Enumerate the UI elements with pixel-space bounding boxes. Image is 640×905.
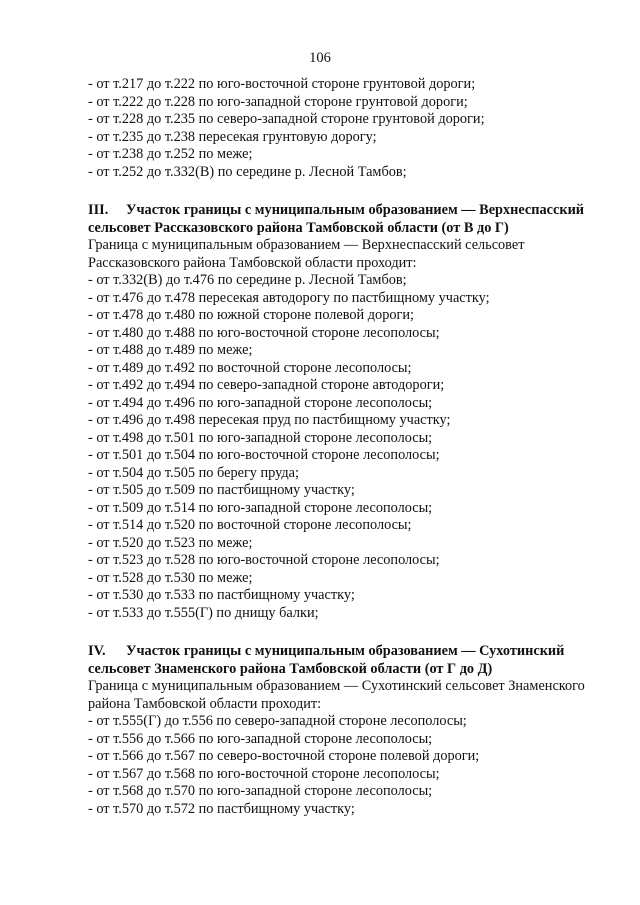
list-item: - от т.478 до т.480 по южной стороне полевой дороги; bbox=[88, 307, 414, 323]
list-item: - от т.496 до т.498 пересекая пруд по пастбищному участку; bbox=[88, 412, 451, 428]
section-3-intro: Граница с муниципальным образованием — Верхнеспасский сельсовет Рассказовского района Тамбовской области проходит: bbox=[88, 237, 525, 271]
list-item: - от т.217 до т.222 по юго-восточной стороне грунтовой дороги; bbox=[88, 76, 476, 92]
list-item: - от т.555(Г) до т.556 по северо-западной стороне лесополосы; bbox=[88, 713, 467, 729]
list-item: - от т.505 до т.509 по пастбищному участку; bbox=[88, 482, 355, 498]
page-number: 106 bbox=[309, 50, 331, 66]
list-item: - от т.556 до т.566 по юго-западной стороне лесополосы; bbox=[88, 730, 433, 747]
list-item: - от т.228 до т.235 по северо-западной стороне грунтовой дороги; bbox=[88, 111, 485, 127]
list-item: - от т.523 до т.528 по юго-восточной стороне лесополосы; bbox=[88, 552, 440, 568]
section-4-heading bbox=[88, 643, 608, 678]
top-boundary-list bbox=[88, 76, 608, 181]
list-item: - от т.567 до т.568 по юго-восточной стороне лесополосы; bbox=[88, 765, 440, 782]
section-3-heading bbox=[88, 202, 608, 237]
list-item: - от т.533 до т.555(Г) по днищу балки; bbox=[88, 604, 319, 621]
list-item: - от т.222 до т.228 по юго-западной стороне грунтовой дороги; bbox=[88, 93, 468, 110]
list-item: - от т.509 до т.514 по юго-западной стороне лесополосы; bbox=[88, 499, 433, 516]
section-3 bbox=[88, 202, 608, 622]
list-item: - от т.501 до т.504 по юго-восточной стороне лесополосы; bbox=[88, 447, 440, 463]
list-item: - от т.494 до т.496 по юго-западной стороне лесополосы; bbox=[88, 394, 433, 411]
section-3-number: III. bbox=[88, 202, 109, 218]
section-4-number: IV. bbox=[88, 643, 106, 659]
section-4-title: Участок границы с муниципальным образованием — Сухотинский сельсовет Знаменского района Тамбовской области (от Г до Д) bbox=[88, 643, 565, 677]
list-item: - от т.492 до т.494 по северо-западной стороне автодороги; bbox=[88, 377, 445, 393]
list-item: - от т.480 до т.488 по юго-восточной стороне лесополосы; bbox=[88, 324, 440, 341]
list-item: - от т.476 до т.478 пересекая автодорогу по пастбищному участку; bbox=[88, 289, 490, 306]
list-item: - от т.238 до т.252 по меже; bbox=[88, 146, 253, 162]
section-3-title: Участок границы с муниципальным образованием — Верхнеспасский сельсовет Рассказовского района Тамбовской области (от В до Г) bbox=[88, 202, 585, 236]
list-item: - от т.252 до т.332(В) по середине р. Лесной Тамбов; bbox=[88, 163, 407, 180]
section-4 bbox=[88, 643, 608, 818]
list-item: - от т.520 до т.523 по меже; bbox=[88, 534, 253, 551]
list-item: - от т.504 до т.505 по берегу пруда; bbox=[88, 464, 299, 481]
list-item: - от т.332(В) до т.476 по середине р. Лесной Тамбов; bbox=[88, 272, 407, 288]
section-4-intro: Граница с муниципальным образованием — Сухотинский сельсовет Знаменского района Тамбовской области проходит: bbox=[88, 678, 585, 712]
list-item: - от т.489 до т.492 по восточной стороне лесополосы; bbox=[88, 359, 412, 376]
list-item: - от т.528 до т.530 по меже; bbox=[88, 569, 253, 586]
list-item: - от т.498 до т.501 по юго-западной стороне лесополосы; bbox=[88, 429, 433, 446]
list-item: - от т.488 до т.489 по меже; bbox=[88, 342, 253, 358]
list-item: - от т.530 до т.533 по пастбищному участку; bbox=[88, 587, 355, 603]
list-item: - от т.514 до т.520 по восточной стороне лесополосы; bbox=[88, 517, 412, 533]
list-item: - от т.570 до т.572 по пастбищному участку; bbox=[88, 800, 355, 817]
document-body bbox=[88, 76, 608, 818]
list-item: - от т.235 до т.238 пересекая грунтовую дорогу; bbox=[88, 128, 377, 145]
list-item: - от т.568 до т.570 по юго-западной стороне лесополосы; bbox=[88, 783, 433, 799]
list-item: - от т.566 до т.567 по северо-восточной стороне полевой дороги; bbox=[88, 748, 480, 764]
